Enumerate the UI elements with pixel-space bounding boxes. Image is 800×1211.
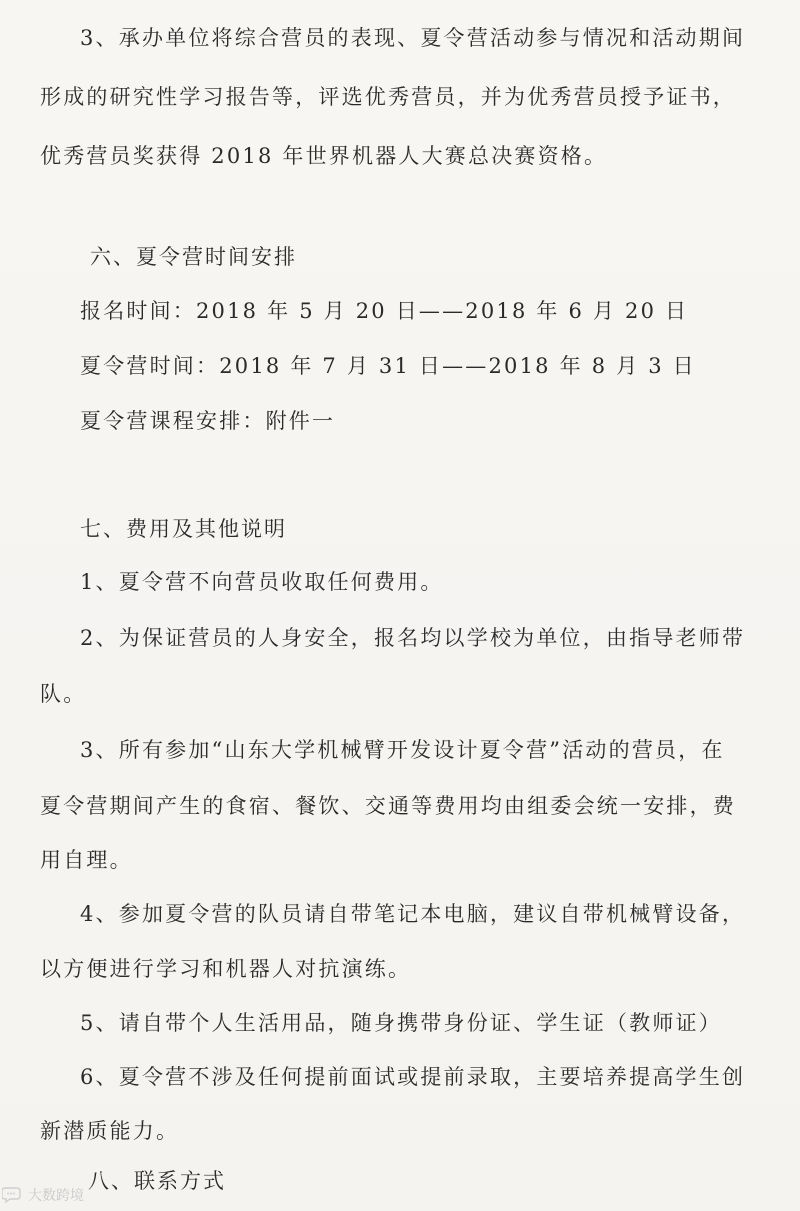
section7-item6-line2: 新潜质能力。 — [40, 1119, 180, 1143]
section7-heading: 七、费用及其他说明 — [80, 517, 287, 541]
section7-item2-line1: 2、为保证营员的人身安全，报名均以学校为单位，由指导老师带 — [80, 626, 746, 650]
section7-item4-line1: 4、参加夏令营的队员请自带笔记本电脑，建议自带机械臂设备， — [80, 902, 746, 926]
section7-item3-line2: 夏令营期间产生的食宿、餐饮、交通等费用均由组委会统一安排，费 — [40, 794, 736, 818]
section7-item3-line3: 用自理。 — [40, 848, 133, 872]
paragraph3-line3: 优秀营员奖获得 2018 年世界机器人大赛总决赛资格。 — [40, 144, 608, 168]
registration-time: 报名时间：2018 年 5 月 20 日——2018 年 6 月 20 日 — [80, 299, 689, 323]
paragraph3-line1: 3、承办单位将综合营员的表现、夏令营活动参与情况和活动期间 — [80, 26, 746, 50]
section7-item1: 1、夏令营不向营员收取任何费用。 — [80, 570, 444, 594]
section6-heading: 六、夏令营时间安排 — [90, 245, 297, 269]
section7-item2-line2: 队。 — [40, 682, 87, 706]
section8-heading: 八、联系方式 — [88, 1169, 226, 1193]
camp-time: 夏令营时间：2018 年 7 月 31 日——2018 年 8 月 3 日 — [80, 354, 696, 378]
course-schedule: 夏令营课程安排：附件一 — [80, 409, 336, 433]
chat-bubble-logo-icon — [2, 1186, 24, 1204]
section7-item3-line1: 3、所有参加“山东大学机械臂开发设计夏令营”活动的营员，在 — [80, 738, 725, 762]
watermark — [2, 1183, 84, 1207]
paragraph3-line2: 形成的研究性学习报告等，评选优秀营员，并为优秀营员授予证书， — [40, 85, 736, 109]
section7-item6-line1: 6、夏令营不涉及任何提前面试或提前录取，主要培养提高学生创 — [80, 1065, 746, 1089]
section7-item5: 5、请自带个人生活用品，随身携带身份证、学生证（教师证） — [80, 1011, 722, 1035]
watermark-text: 大数跨境 — [28, 1188, 84, 1204]
section7-item4-line2: 以方便进行学习和机器人对抗演练。 — [40, 957, 412, 981]
